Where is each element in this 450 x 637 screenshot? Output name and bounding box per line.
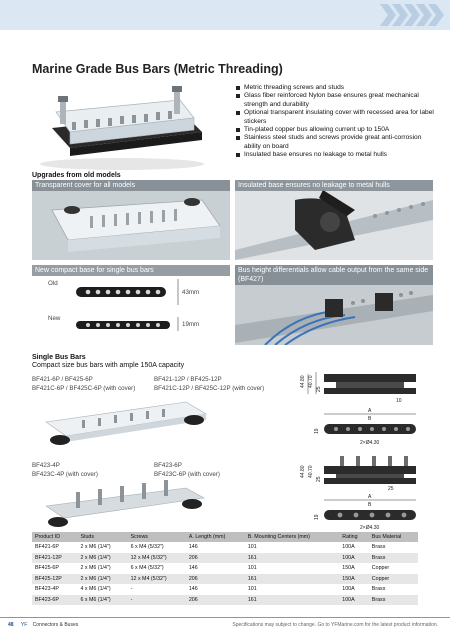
photo-insulated-base	[235, 180, 433, 260]
dim2-w1: 25	[388, 486, 394, 492]
col-product-id: Product ID	[32, 532, 77, 542]
technical-drawing-2	[296, 456, 436, 532]
col-rating: Rating	[339, 532, 369, 542]
group2-line1: BF421-12P / BF425-12P	[154, 376, 222, 383]
table-header-row	[32, 532, 418, 542]
cell: 206	[186, 595, 245, 606]
dim2-h1: 44.80	[300, 465, 306, 478]
page-number: 48	[8, 622, 14, 628]
feature-item: Metric threading screws and studs	[236, 84, 436, 92]
col-screws: Screws	[128, 532, 186, 542]
cell: 101	[247, 586, 257, 593]
caption-height-differentials: Bus height differentials allow cable output from the same side (BF427)	[235, 265, 433, 285]
technical-drawing-1	[296, 370, 436, 448]
cell: 12 x M4 (5/32")	[128, 553, 186, 564]
col-bus-material: Bus Material	[369, 532, 418, 542]
cell: BF421-12P	[32, 553, 77, 564]
caption-compact-base: New compact base for single bus bars	[32, 265, 230, 276]
single-bus-bars-heading: Single Bus Bars	[32, 354, 86, 361]
cell: 146	[188, 586, 198, 593]
dim-h3: 25	[316, 386, 322, 392]
transparent-cover-image	[32, 180, 230, 260]
table-row	[32, 563, 418, 574]
dim-h2: 40.70	[308, 375, 314, 388]
cell: Brass	[371, 544, 386, 551]
cell: -	[130, 586, 133, 593]
bus-bar-hero-image	[34, 84, 210, 172]
col-length: A. Length (mm)	[186, 532, 245, 542]
dim-h1: 44.80	[300, 375, 306, 388]
group2-line2: BF421C-12P / BF425C-12P (with cover)	[154, 385, 265, 392]
label-old-height: 43mm	[182, 289, 200, 296]
group4-line2: BF423C-6P (with cover)	[154, 471, 220, 478]
footer-divider	[0, 617, 450, 618]
col-studs: Studs	[77, 532, 127, 542]
cell: Brass	[371, 586, 386, 593]
bus-bar-product-image-1	[36, 392, 296, 448]
single-bus-bars-subheading: Compact size bus bars with ample 150A capacity	[32, 362, 185, 369]
footer-left	[8, 622, 78, 628]
feature-item: Insulated base ensures no leakage to metal hulls	[236, 151, 436, 159]
label-new-height: 19mm	[182, 321, 200, 328]
chevron-pattern-icon	[380, 4, 444, 26]
cell: Brass	[369, 553, 418, 564]
photo-height-differentials	[235, 265, 433, 345]
cell: 146	[188, 565, 198, 572]
cell: 2 x M6 (1/4")	[80, 565, 111, 572]
dim-holes: 2×Ø4.30	[360, 440, 380, 446]
cell: BF423-4P	[35, 586, 59, 593]
dim-h4: 19	[314, 428, 320, 434]
cell: 2 x M6 (1/4")	[77, 553, 127, 564]
cell: 100A	[339, 595, 369, 606]
section-name: Connectors & Buses	[32, 622, 79, 628]
compact-base-comparison-image	[32, 265, 230, 345]
cell: 161	[245, 595, 339, 606]
col-mounting-centers: B. Mounting Centers (mm)	[245, 532, 339, 542]
bus-bar-product-image-2	[36, 478, 296, 530]
table-row	[32, 553, 418, 564]
cell: 161	[245, 574, 339, 585]
cell: 101	[247, 544, 257, 551]
feature-item: Glass fiber reinforced Nylon base ensures great mechanical strength and durability	[236, 92, 436, 109]
photo-compact-base	[32, 265, 230, 345]
cell: 2 x M6 (1/4")	[80, 544, 111, 551]
cell: 161	[245, 553, 339, 564]
cell: 100A	[342, 544, 355, 551]
table-row	[32, 584, 418, 595]
cell: 100A	[339, 553, 369, 564]
feature-item: Tin-plated copper bus allowing current up to 150A	[236, 126, 436, 134]
cell: 12 x M4 (5/32")	[128, 574, 186, 585]
dim-w1: 10	[396, 398, 402, 404]
upgrades-heading: Upgrades from old models	[32, 172, 121, 179]
cell: Copper	[371, 565, 390, 572]
brand-logo: YF	[20, 622, 28, 628]
group3-line2: BF423C-4P (with cover)	[32, 471, 98, 478]
cell: 6 x M4 (5/32")	[130, 565, 164, 572]
cell: 206	[186, 574, 245, 585]
cell: 4 x M6 (1/4")	[80, 586, 111, 593]
header-band	[0, 0, 450, 30]
cell: BF421-6P	[35, 544, 59, 551]
dim2-h2: 40.70	[308, 465, 314, 478]
cell: 206	[186, 553, 245, 564]
cell: 150A	[339, 574, 369, 585]
dim2-h4: 19	[314, 514, 320, 520]
caption-insulated-base: Insulated base ensures no leakage to metal hulls	[235, 180, 433, 191]
cell: 150A	[342, 565, 355, 572]
footer-disclaimer: Specifications may subject to change. Go to YFMarine.com for the latest product information.	[232, 622, 438, 628]
cell: Brass	[369, 595, 418, 606]
label-old: Old	[48, 280, 58, 287]
dim2-holes: 2×Ø4.30	[360, 525, 380, 531]
product-table	[32, 532, 418, 605]
insulated-base-image	[235, 180, 433, 260]
cell: BF425-6P	[35, 565, 59, 572]
group1-line2: BF421C-6P / BF425C-6P (with cover)	[32, 385, 136, 392]
dim2-b: B	[368, 502, 372, 508]
label-new: New	[48, 315, 61, 322]
page-title: Marine Grade Bus Bars (Metric Threading)	[32, 62, 283, 76]
cell: -	[128, 595, 186, 606]
feature-item: Optional transparent insulating cover with recessed area for label stickers	[236, 109, 436, 126]
feature-item: Stainless steel studs and screws provide great anti-corrosion ability on board	[236, 134, 436, 151]
dim2-h3: 25	[316, 476, 322, 482]
cell: 6 x M4 (5/32")	[130, 544, 164, 551]
dim2-a: A	[368, 494, 372, 500]
table-row	[32, 595, 418, 606]
caption-transparent-cover: Transparent cover for all models	[32, 180, 230, 191]
table-row	[32, 542, 418, 553]
feature-list	[236, 84, 436, 160]
cell: 100A	[342, 586, 355, 593]
cell: Copper	[369, 574, 418, 585]
table-row	[32, 574, 418, 585]
group3-line1: BF423-4P	[32, 462, 60, 469]
dim-b: B	[368, 416, 372, 422]
photo-transparent-cover	[32, 180, 230, 260]
group1-line1: BF421-6P / BF425-6P	[32, 376, 93, 383]
cell: BF423-6P	[32, 595, 77, 606]
cell: 2 x M6 (1/4")	[77, 574, 127, 585]
cell: BF425-12P	[32, 574, 77, 585]
dim-a: A	[368, 408, 372, 414]
cell: 101	[247, 565, 257, 572]
cell: 146	[188, 544, 198, 551]
cell: 6 x M6 (1/4")	[77, 595, 127, 606]
group4-line1: BF423-6P	[154, 462, 182, 469]
